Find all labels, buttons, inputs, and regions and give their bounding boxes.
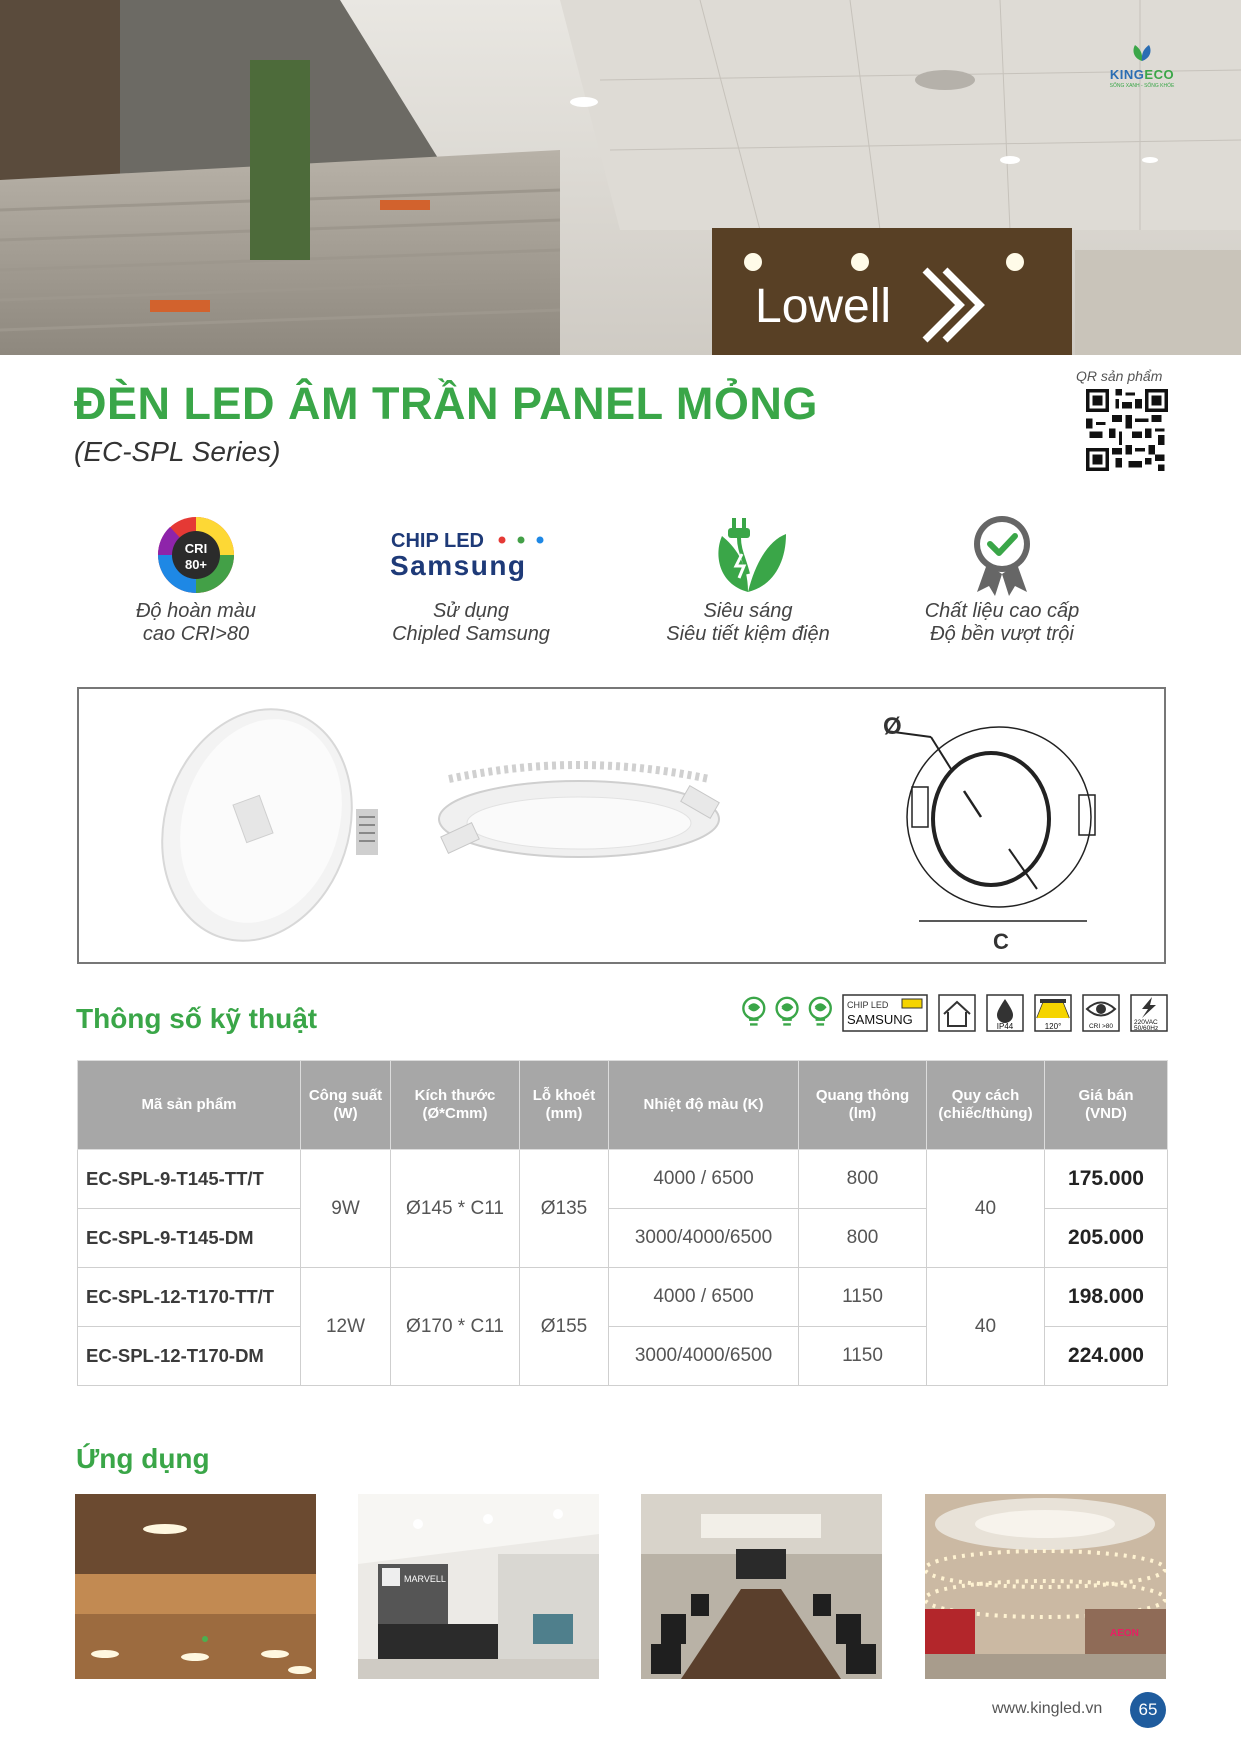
product-code: EC-SPL-9-T145-DM	[78, 1209, 301, 1268]
feature-line-1: Sử dụng	[432, 600, 510, 622]
cri-80-icon	[156, 515, 236, 595]
panel-front-view	[133, 689, 381, 962]
kingeco-logo	[1097, 44, 1187, 89]
price-cell: 205.000	[1045, 1209, 1168, 1268]
svg-text:CHIP LED: CHIP LED	[391, 530, 484, 552]
svg-text:80+: 80+	[184, 557, 208, 572]
flux-cell: 1150	[799, 1327, 927, 1386]
cct-cell: 4000 / 6500	[609, 1150, 799, 1209]
power-voltage-icon	[1130, 994, 1168, 1032]
table-row	[78, 1268, 1168, 1327]
feature-line-2: Siêu tiết kiệm điện	[666, 623, 830, 645]
col-header-price: Giá bán (VND)	[1045, 1061, 1168, 1150]
svg-text:CHIP LED: CHIP LED	[847, 1000, 889, 1010]
feature-line-2: Chipled Samsung	[392, 623, 550, 645]
size-cell: Ø145 * C11	[391, 1150, 520, 1268]
ip44-water-icon	[986, 994, 1024, 1032]
page-title: ĐÈN LED ÂM TRẦN PANEL MỎNG	[74, 378, 818, 429]
application-photo-meeting-room	[641, 1494, 882, 1679]
cutout-label: C	[993, 929, 1009, 954]
spec-table	[77, 1060, 1168, 1386]
svg-text:50/60Hz: 50/60Hz	[1134, 1025, 1159, 1032]
table-header-row	[78, 1061, 1168, 1150]
flux-cell: 800	[799, 1150, 927, 1209]
hero-photo	[0, 0, 1241, 355]
svg-text:CRI >80: CRI >80	[1088, 1023, 1114, 1030]
power-cell: 12W	[301, 1268, 391, 1386]
col-header-size: Kích thước (Ø*Cmm)	[391, 1061, 520, 1150]
cct-cell: 4000 / 6500	[609, 1268, 799, 1327]
product-code: EC-SPL-12-T170-DM	[78, 1327, 301, 1386]
product-images-panel	[77, 687, 1166, 964]
application-photo-lobby	[358, 1494, 599, 1679]
product-code: EC-SPL-12-T170-TT/T	[78, 1268, 301, 1327]
flux-cell: 800	[799, 1209, 927, 1268]
power-cell: 9W	[301, 1150, 391, 1268]
svg-text:220VAC: 220VAC	[1134, 1019, 1158, 1026]
feature-line-2: Độ bền vượt trội	[930, 623, 1074, 645]
svg-text:SAMSUNG: SAMSUNG	[847, 1012, 913, 1027]
cutout-cell: Ø155	[520, 1268, 609, 1386]
application-photo-shopping-mall	[925, 1494, 1166, 1679]
col-header-cct: Nhiệt độ màu (K)	[609, 1061, 799, 1150]
col-header-code: Mã sản phẩm	[78, 1061, 301, 1150]
feature-cri	[86, 510, 306, 646]
website-link[interactable]: www.kingled.vn	[992, 1700, 1103, 1717]
svg-text:CRI: CRI	[184, 541, 208, 556]
qr-code-icon[interactable]	[1086, 389, 1168, 471]
series-subtitle: (EC-SPL Series)	[74, 436, 281, 467]
application-photo-ceiling	[75, 1494, 316, 1679]
hero-sign-text: Lowell	[755, 280, 892, 333]
quality-award-badge-icon	[969, 514, 1035, 596]
office-lobby-image	[0, 0, 1241, 355]
eco-plug-leaf-icon	[708, 514, 788, 596]
product-views	[79, 689, 1164, 962]
application-section-title: Ứng dụng	[76, 1443, 210, 1474]
energy-bulb-icons	[738, 994, 838, 1032]
cct-cell: 3000/4000/6500	[609, 1327, 799, 1386]
product-code: EC-SPL-9-T145-TT/T	[78, 1150, 301, 1209]
cct-cell: 3000/4000/6500	[609, 1209, 799, 1268]
col-header-power: Công suất (W)	[301, 1061, 391, 1150]
logo-wordmark: KINGECO	[1109, 67, 1175, 82]
price-cell: 224.000	[1045, 1327, 1168, 1386]
feature-quality	[892, 510, 1112, 646]
size-cell: Ø170 * C11	[391, 1268, 520, 1386]
specs-section-title: Thông số kỹ thuật	[76, 1003, 318, 1034]
feature-line-1: Chất liệu cao cấp	[924, 600, 1080, 622]
chip-led-samsung-icon	[386, 525, 556, 585]
price-cell: 175.000	[1045, 1150, 1168, 1209]
beam-angle-icon	[1034, 994, 1072, 1032]
table-row	[78, 1150, 1168, 1209]
page-number-badge: 65	[1130, 1692, 1166, 1728]
pack-cell: 40	[927, 1150, 1045, 1268]
svg-text:AEON: AEON	[1110, 1628, 1139, 1639]
cutout-cell: Ø135	[520, 1150, 609, 1268]
col-header-flux: Quang thông (lm)	[799, 1061, 927, 1150]
feature-line-1: Siêu sáng	[703, 600, 793, 622]
indoor-house-icon	[938, 994, 976, 1032]
feature-line-1: Độ hoàn màu	[135, 600, 257, 622]
col-header-cutout: Lỗ khoét (mm)	[520, 1061, 609, 1150]
svg-text:Samsung: Samsung	[390, 550, 527, 581]
pack-cell: 40	[927, 1268, 1045, 1386]
leaf-logo-icon	[1129, 44, 1155, 62]
flux-cell: 1150	[799, 1268, 927, 1327]
svg-text:MARVELL: MARVELL	[404, 1574, 446, 1584]
diameter-label: Ø	[883, 713, 902, 740]
qr-label: QR sản phẩm	[1076, 368, 1163, 384]
feature-chip-samsung	[361, 510, 581, 646]
dimension-drawing	[886, 727, 1095, 921]
logo-slogan: SỐNG XANH - SỐNG KHỎE	[1109, 83, 1175, 89]
feature-line-2: cao CRI>80	[142, 623, 250, 645]
panel-side-view	[439, 765, 719, 857]
cri-eye-icon	[1082, 994, 1120, 1032]
chip-led-samsung-badge	[842, 994, 928, 1032]
svg-text:IP44: IP44	[996, 1022, 1014, 1031]
col-header-pack: Quy cách (chiếc/thùng)	[927, 1061, 1045, 1150]
svg-text:120°: 120°	[1044, 1022, 1062, 1031]
price-cell: 198.000	[1045, 1268, 1168, 1327]
feature-energy-saving	[638, 510, 858, 646]
